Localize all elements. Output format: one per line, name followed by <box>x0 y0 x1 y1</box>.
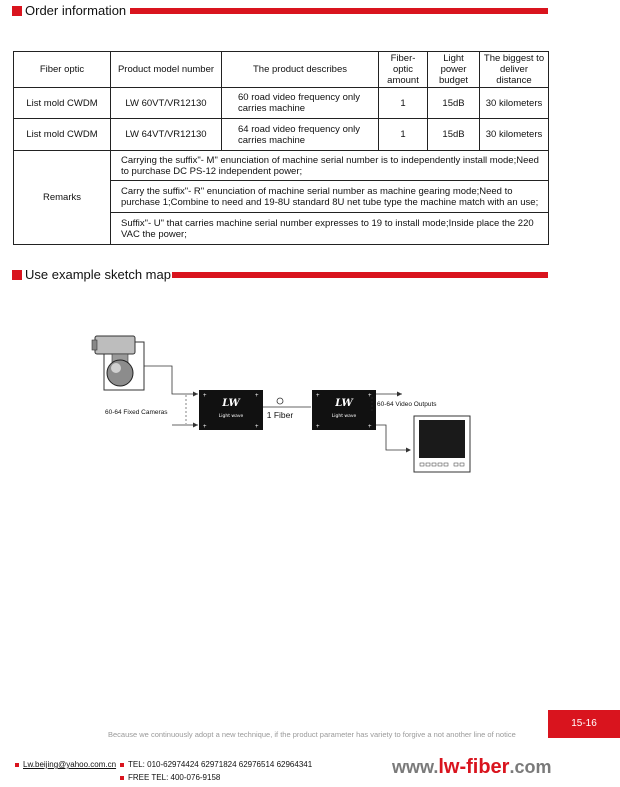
table-cell: 1 <box>379 119 428 151</box>
table-cell: 64 road video frequency only carries machine <box>222 119 379 151</box>
device-logo: LW <box>222 398 240 409</box>
header-cell: The biggest to deliver distance <box>480 52 549 88</box>
logo-brand: lw-fiber <box>438 756 510 778</box>
svg-text:+: + <box>316 424 320 430</box>
footer-note: Because we continuously adopt a new technique, if the product parameter has variety to forgive a not another line of notice <box>108 730 516 739</box>
remark-text: Suffix"- U" that carries machine serial number expresses to 19 to install mode;Inside place the 220 VAC the power; <box>111 213 549 245</box>
svg-text:+: + <box>368 393 372 399</box>
remark-text: Carrying the suffix"- M" enunciation of machine serial number is to independently install mode;Need to purchase DC PS-12 independent power; <box>111 151 549 181</box>
order-table <box>13 51 549 245</box>
table-cell: 30 kilometers <box>480 119 549 151</box>
section-marker-icon <box>12 270 22 280</box>
table-header-row <box>14 52 549 88</box>
svg-text:+: + <box>255 393 259 399</box>
cameras-label: 60-64 Fixed Cameras <box>105 409 168 416</box>
contact-tel-line <box>120 760 312 769</box>
header-cell: Light power budget <box>428 52 480 88</box>
sketch-map-title: Use example sketch map <box>25 267 171 282</box>
header-cell: Product model number <box>111 52 222 88</box>
transmitter-device <box>199 390 263 430</box>
page-number: 15-16 <box>548 710 620 738</box>
sketch-map-header <box>12 267 548 283</box>
table-cell: 1 <box>379 88 428 119</box>
table-cell: List mold CWDM <box>14 88 111 119</box>
table-cell: 15dB <box>428 119 480 151</box>
outputs-label: 60-64 Video Outputs <box>377 401 437 408</box>
bullet-icon <box>15 763 19 767</box>
table-cell: 30 kilometers <box>480 88 549 119</box>
fiber-label: 1 Fiber <box>266 410 294 420</box>
monitor-icon <box>414 416 470 472</box>
logo-www: www. <box>392 757 439 777</box>
table-cell: 60 road video frequency only carries machine <box>222 88 379 119</box>
bullet-icon <box>120 776 124 780</box>
table-row <box>14 119 549 151</box>
contact-free-tel-line <box>120 773 220 782</box>
header-cell: Fiber-optic amount <box>379 52 428 88</box>
company-logo <box>392 756 551 779</box>
remarks-row <box>14 151 549 181</box>
section-marker-icon <box>12 6 22 16</box>
header-cell: The product describes <box>222 52 379 88</box>
section-bar <box>130 8 548 14</box>
tel-text: TEL: 010-62974424 62971824 62976514 62964341 <box>128 760 313 769</box>
connection-line <box>144 366 198 394</box>
table-cell: LW 64VT/VR12130 <box>111 119 222 151</box>
table-row <box>14 88 549 119</box>
fiber-connector-icon <box>277 398 283 404</box>
svg-text:+: + <box>203 424 207 430</box>
table-cell: List mold CWDM <box>14 119 111 151</box>
connection-line <box>376 425 410 450</box>
logo-com: .com <box>509 757 552 777</box>
contact-email-line <box>15 760 116 769</box>
svg-text:+: + <box>255 424 259 430</box>
email-link[interactable]: Lw.beijing@yahoo.com.cn <box>23 760 117 769</box>
receiver-device <box>312 390 376 430</box>
order-info-header <box>12 3 548 19</box>
device-logo: LW <box>335 398 353 409</box>
device-brand: Light wave <box>331 414 357 419</box>
svg-text:+: + <box>316 393 320 399</box>
header-cell: Fiber optic <box>14 52 111 88</box>
table-cell: LW 60VT/VR12130 <box>111 88 222 119</box>
table-cell: 15dB <box>428 88 480 119</box>
device-brand: Light wave <box>218 414 244 419</box>
free-tel-text: FREE TEL: 400-076-9158 <box>128 773 221 782</box>
svg-text:+: + <box>368 424 372 430</box>
remarks-label: Remarks <box>14 151 111 245</box>
bullet-icon <box>120 763 124 767</box>
remark-text: Carry the suffix"- R" enunciation of machine serial number as machine gearing mode;Need to purchase 1;Combine to need and 19-8U standard 8U net tube type the machine match with an use; <box>111 181 549 213</box>
section-bar <box>172 272 548 278</box>
camera-icon <box>92 336 144 390</box>
order-info-title: Order information <box>25 3 127 18</box>
svg-text:+: + <box>203 393 207 399</box>
